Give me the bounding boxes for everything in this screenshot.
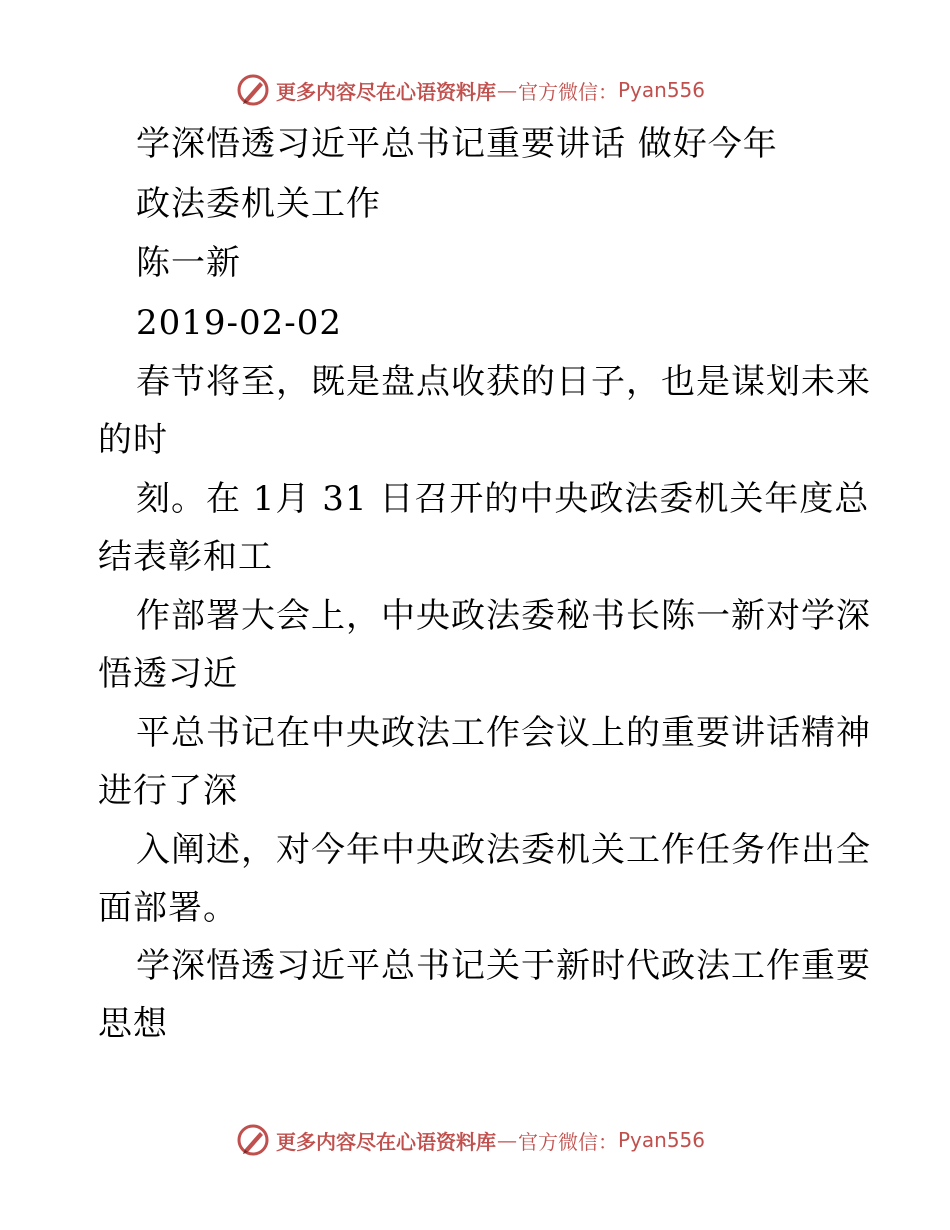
- paragraph-line: 结表彰和工: [98, 537, 273, 577]
- paragraph-line: 进行了深: [98, 771, 238, 811]
- banner-main-text: 更多内容尽在心语资料库: [276, 79, 496, 104]
- pen-logo-icon: [236, 73, 270, 107]
- paragraph-line: 作部署大会上，中央政法委秘书长陈一新对学深: [136, 596, 871, 636]
- banner-separator: —: [497, 1128, 517, 1152]
- document-author: 陈一新: [136, 243, 241, 283]
- paragraph-line: 平总书记在中央政法工作会议上的重要讲话精神: [136, 713, 871, 753]
- paragraph-line: 悟透习近: [98, 654, 238, 694]
- header-banner: [236, 72, 705, 108]
- document-title-line-1: 学深悟透习近平总书记重要讲话 做好今年: [136, 124, 778, 164]
- paragraph-line: 的时: [98, 420, 168, 460]
- paragraph-line: 春节将至，既是盘点收获的日子，也是谋划未来: [136, 362, 871, 402]
- paragraph-line: 学深悟透习近平总书记关于新时代政法工作重要: [136, 946, 871, 986]
- paragraph-line: 面部署。: [98, 888, 238, 928]
- footer-banner: [236, 1122, 705, 1158]
- paragraph-line: 入阐述，对今年中央政法委机关工作任务作出全: [136, 830, 871, 870]
- banner-wechat-label: 官方微信：: [518, 79, 618, 104]
- banner-wechat-label: 官方微信：: [518, 1129, 618, 1154]
- document-date: 2019-02-02: [136, 303, 343, 343]
- paragraph-line: 思想: [98, 1004, 168, 1044]
- paragraph-line: 刻。在 1月 31 日召开的中央政法委机关年度总: [136, 479, 870, 519]
- document-title-line-2: 政法委机关工作: [136, 184, 381, 224]
- pen-logo-icon: [236, 1123, 270, 1157]
- banner-wechat-id: Pyan556: [618, 78, 706, 102]
- banner-main-text: 更多内容尽在心语资料库: [276, 1129, 496, 1154]
- banner-separator: —: [497, 78, 517, 102]
- banner-wechat-id: Pyan556: [618, 1128, 706, 1152]
